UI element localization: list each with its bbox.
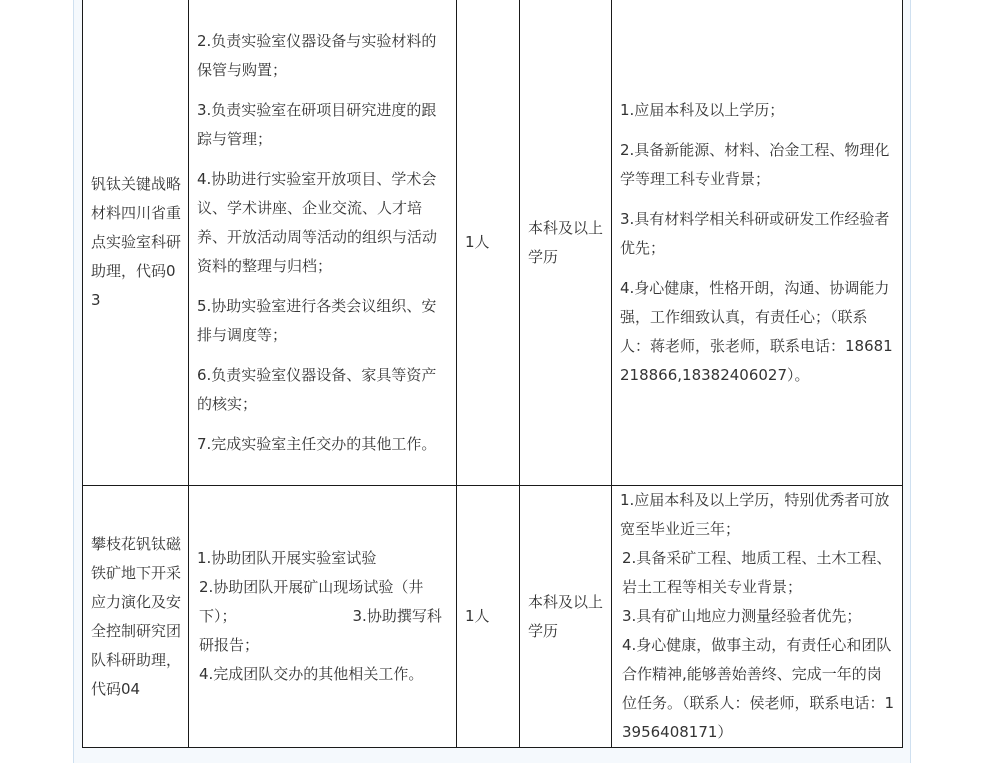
duty-item: 4.协助进行实验室开放项目、学术会议、学术讲座、企业交流、人才培养、开放活动周等活动的组织与活动资料的整理与归档； [197,169,438,275]
education: 本科及以上学历 [528,218,604,266]
education: 本科及以上学历 [528,592,604,640]
requirements-cell [612,486,903,748]
position-cell [83,486,189,748]
requirement-item: 3.具有材料学相关科研或研发工作经验者优先； [620,209,890,257]
recruitment-table [82,0,903,748]
requirement-item: 1.应届本科及以上学历，特别优秀者可放宽至毕业近三年； [620,491,890,538]
duty-item: 3.负责实验室在研项目研究进度的跟踪与管理； [197,100,437,148]
duty-item: 1.协助团队开展实验室试验 [197,549,377,567]
headcount: 1人 [465,607,490,625]
requirement-item: 1.应届本科及以上学历； [620,100,785,119]
duties-cell [189,0,457,486]
education-cell [520,486,612,748]
duty-item [197,573,450,660]
education-cell [520,0,612,486]
requirement-item: 4.身心健康，做事主动，有责任心和团队合作精神,能够善始善终、完成一年的岗位任务。（联系人：侯老师，联系电话：13956408171） [622,636,895,741]
position-cell [83,0,189,486]
duty-item: 4.完成团队交办的其他相关工作。 [199,665,424,683]
requirement-item: 2.具备新能源、材料、冶金工程、物理化学等理工科专业背景； [620,140,890,188]
position-name: 攀枝花钒钛磁铁矿地下开采应力演化及安全控制研究团队科研助理，代码04 [91,534,182,698]
requirement-item: 2.具备采矿工程、地质工程、土木工程、岩土工程等相关专业背景； [622,549,892,596]
table-row [83,486,903,748]
duty-text: 3.协助撰写科研报告； [199,607,442,654]
duty-item: 2.负责实验室仪器设备与实验材料的保管与购置； [197,31,437,79]
duty-item: 6.负责实验室仪器设备、家具等资产的核实； [197,365,437,413]
table-row [83,0,903,486]
headcount: 1人 [465,233,490,251]
requirement-item: 3.具有矿山地应力测量经验者优先； [622,607,862,625]
headcount-cell [457,486,520,748]
requirement-item: 4.身心健康，性格开朗，沟通、协调能力强，工作细致认真，有责任心；（联系人：蒋老师，张老师，联系电话：18681218866,18382406027）。 [620,278,893,384]
duty-item: 5.协助实验室进行各类会议组织、安排与调度等； [197,296,437,344]
duty-text: 2.协助团队开展矿山现场试验（井下）； [199,578,424,625]
headcount-cell [457,0,520,486]
requirements-cell [612,0,903,486]
duties-cell [189,486,457,748]
duty-item: 7.完成实验室主任交办的其他工作。 [197,434,437,453]
position-name: 钒钛关键战略材料四川省重点实验室科研助理，代码03 [91,175,182,309]
